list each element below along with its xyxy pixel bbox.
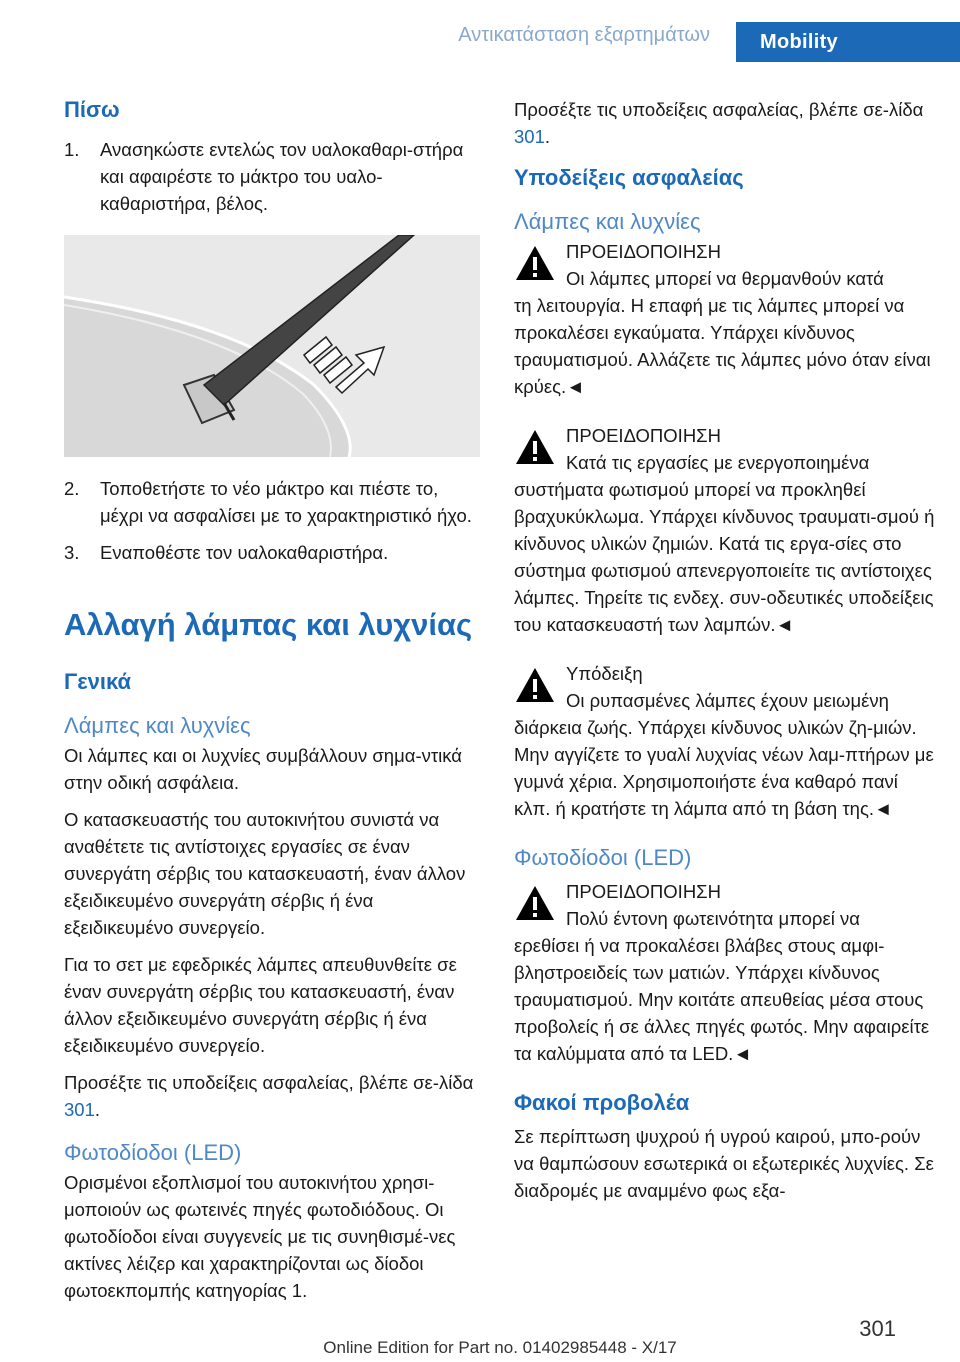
fog-paragraph: Σε περίπτωση ψυχρού ή υγρού καιρού, μπο-ρούν να θαμπώσουν εσωτερικά οι εξωτερικές λυχνίες. Σε διαδρομές με αναμμένο φως εξα-	[514, 1126, 934, 1201]
step-text: Ανασηκώστε εντελώς τον υαλοκαθαρι-στήρα και αφαιρέστε το μάκτρο του υαλο-καθαριστήρα, βέλος.	[100, 139, 464, 214]
warning-text-first: Κατά τις εργασίες με ενεργοποιημένα	[566, 452, 870, 473]
note-text-first: Οι ρυπασμένες λάμπες έχουν μειωμένη	[566, 690, 889, 711]
warning-triangle-icon	[514, 244, 556, 282]
chapter-tab: Mobility	[736, 22, 960, 62]
note-triangle-icon	[514, 666, 556, 704]
warning-text-first: Οι λάμπες μπορεί να θερμανθούν κατά	[566, 268, 884, 289]
right-column	[514, 96, 936, 1214]
wiper-blade-illustration	[64, 235, 480, 457]
warning-block-1	[514, 238, 936, 400]
edition-footer: Online Edition for Part no. 01402985448 - X/17	[323, 1338, 677, 1357]
lamps-paragraph-3: Για το σετ με εφεδρικές λάμπες απευθυνθείτε σε έναν συνεργάτη σέρβις του κατασκευαστή, έναν άλλον εξειδικευμένο συνεργάτη σέρβις ή ένα εξειδικευμένο συνεργείο.	[64, 954, 457, 1056]
step-text: Εναποθέστε τον υαλοκαθαριστήρα.	[100, 542, 389, 563]
warning-text: τη λειτουργία. Η επαφή με τις λάμπες μπορεί να προκαλέσει εγκαύματα. Υπάρχει κίνδυνος τραυματισμού. Αλλάζετε τις λάμπες μόνο όταν είναι κρύες.◄	[514, 295, 931, 397]
reference-text: Προσέξτε τις υποδείξεις ασφαλείας, βλέπε σε-λίδα	[64, 1072, 474, 1093]
section-title: Αντικατάσταση εξαρτημάτων	[458, 24, 710, 46]
step-number: 3.	[64, 542, 80, 563]
step-item	[64, 539, 482, 566]
intro-paragraph	[514, 96, 936, 150]
wiper-illustration-svg	[64, 235, 480, 457]
lamps-paragraph-2: Ο κατασκευαστής του αυτοκινήτου συνιστά να αναθέτετε τις αντίστοιχες εργασίες σε έναν συνεργάτη σέρβις του κατασκευαστή, έναν άλλον εξειδικευμένο συνεργάτη σέρβις ή ένα εξειδικευμένο συνεργείο.	[64, 809, 466, 938]
step-number: 1.	[64, 139, 80, 160]
step-text: Τοποθετήστε το νέο μάκτρο και πιέστε το, μέχρι να ασφαλίσει με το χαρακτηριστικό ήχο.	[100, 478, 472, 526]
lamps-heading: Λάμπες και λυχνίες	[514, 209, 701, 234]
warning-text: ερεθίσει ή να προκαλέσει βλάβες στους αμφι-βληστροειδείς των ματιών. Υπάρχει κίνδυνος τραυματισμού. Μην κοιτάτε απευθείας μέσα στους προβολείς ή σε άλλες πηγές φωτός. Μην αφαιρείτε τα καλύμματα από τα LED.◄	[514, 935, 930, 1064]
led-heading: Φωτοδίοδοι (LED)	[514, 845, 692, 870]
reference-text: Προσέξτε τις υποδείξεις ασφαλείας, βλέπε σε-λίδα	[514, 99, 924, 120]
note-title: Υπόδειξη	[566, 663, 643, 684]
step-item	[64, 136, 482, 217]
fog-heading: Φακοί προβολέα	[514, 1090, 690, 1115]
steps-list-a	[64, 136, 482, 217]
warning-text-first: Πολύ έντονη φωτεινότητα μπορεί να	[566, 908, 860, 929]
page-number: 301	[859, 1316, 896, 1341]
led-paragraph: Ορισμένοι εξοπλισμοί του αυτοκινήτου χρησι-μοποιούν ως φωτεινές πηγές φωτοδιόδους. Οι φωτοδίοδοι είναι συγγενείς με τις συνηθισμέ-νες ακτίνες λέιζερ και χαρακτηρίζονται ως δίοδοι φωτοεκπομπής κατηγορίας 1.	[64, 1172, 456, 1301]
warning-triangle-icon	[514, 428, 556, 466]
step-item	[64, 475, 482, 529]
safety-heading: Υποδείξεις ασφαλείας	[514, 165, 744, 190]
general-heading: Γενικά	[64, 669, 132, 694]
reference-end: .	[544, 126, 551, 147]
note-text: διάρκεια ζωής. Υπάρχει κίνδυνος υλικών ζη-μιών. Μην αγγίζετε το γυαλί λυχνίας νέων λαμ-πτήρων με γυμνά χέρια. Χρησιμοποιήστε ένα καθαρό πανί κλπ. ή κρατήστε τη λάμπα από τη βάση της.◄	[514, 717, 934, 819]
page-header	[0, 0, 960, 62]
steps-list-b	[64, 475, 482, 566]
main-heading: Αλλαγή λάμπας και λυχνίας	[64, 607, 473, 642]
page-reference-link[interactable]: 301	[514, 126, 545, 147]
warning-text: συστήματα φωτισμού μπορεί να προκληθεί βραχυκύκλωμα. Υπάρχει κίνδυνος τραυματι-σμού ή κίνδυνος υλικών ζημιών. Κατά τις εργα-σίες στο σύστημα φωτισμού απενεργοποιείτε τις αντίστοιχες λάμπες. Τηρείτε τις ενδεχ. συν-οδευτικές υποδείξεις του κατασκευαστή των λαμπών.◄	[514, 479, 935, 635]
step-number: 2.	[64, 478, 80, 499]
note-block	[514, 660, 936, 822]
page-reference-link[interactable]: 301	[64, 1099, 95, 1120]
warning-block-3	[514, 878, 936, 1067]
led-heading: Φωτοδίοδοι (LED)	[64, 1140, 242, 1165]
warning-title: ΠΡΟΕΙΔΟΠΟΙΗΣΗ	[566, 241, 721, 262]
lamps-heading: Λάμπες και λυχνίες	[64, 713, 251, 738]
left-column	[64, 96, 482, 1314]
warning-block-2	[514, 422, 936, 638]
warning-title: ΠΡΟΕΙΔΟΠΟΙΗΣΗ	[566, 425, 721, 446]
lamps-paragraph-4	[64, 1069, 482, 1123]
rear-heading: Πίσω	[64, 97, 120, 122]
warning-title: ΠΡΟΕΙΔΟΠΟΙΗΣΗ	[566, 881, 721, 902]
warning-triangle-icon	[514, 884, 556, 922]
lamps-paragraph-1: Οι λάμπες και οι λυχνίες συμβάλλουν σημα-ντικά στην οδική ασφάλεια.	[64, 745, 462, 793]
reference-end: .	[94, 1099, 101, 1120]
